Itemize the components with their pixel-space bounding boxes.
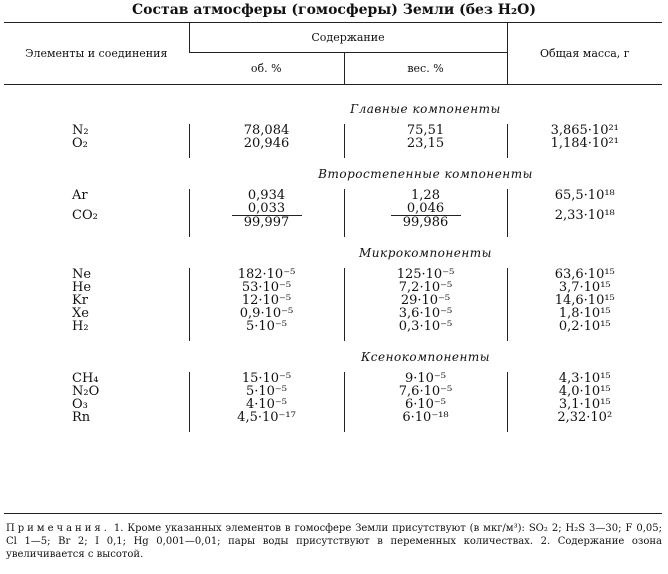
footnote <box>6 522 662 561</box>
footnote-lead: Примечания. <box>6 523 110 534</box>
element-name-value: O₃ <box>72 396 88 412</box>
weight-percent-value: 9·10⁻⁵ <box>404 370 447 386</box>
weight-percent-value: 7,6·10⁻⁵ <box>398 383 453 399</box>
volume-percent <box>189 202 344 229</box>
volume-percent-value: 0,934 <box>247 187 286 203</box>
header-elements: Элементы и соединения <box>4 23 189 84</box>
volume-percent-value: 53·10⁻⁵ <box>241 279 292 295</box>
element-name-value: Rn <box>72 409 91 425</box>
total-mass-value: 14,6·10¹⁵ <box>554 292 615 308</box>
section-spacer <box>4 150 662 158</box>
volume-percent-value: 4,5·10⁻¹⁷ <box>237 409 296 425</box>
weight-percent-value: 125·10⁻⁵ <box>396 266 455 282</box>
volume-percent-value: 4·10⁻⁵ <box>245 396 288 412</box>
element-name-value: Ar <box>72 187 88 203</box>
weight-percent-value: 3,6·10⁻⁵ <box>398 305 453 321</box>
weight-percent-value: 6·10⁻⁵ <box>404 396 447 412</box>
table-row <box>4 189 662 202</box>
element-name <box>4 202 189 229</box>
section-header <box>4 341 662 372</box>
element-name <box>4 189 189 202</box>
table-row <box>4 411 662 424</box>
total-mass-value: 3,7·10¹⁵ <box>558 279 611 295</box>
element-name <box>4 268 189 281</box>
volume-percent-value: 0,033 <box>232 202 302 216</box>
section-header <box>4 158 662 189</box>
weight-percent <box>344 411 507 424</box>
element-name-value: N₂ <box>72 122 89 138</box>
section-title: Второстепенные компоненты <box>318 166 533 181</box>
element-name-value: CH₄ <box>72 370 99 386</box>
section-header <box>4 237 662 268</box>
section-spacer <box>4 424 662 432</box>
section-title: Главные компоненты <box>350 101 501 116</box>
section-title: Ксенокомпоненты <box>360 349 491 364</box>
element-name-value: O₂ <box>72 135 88 151</box>
weight-percent-value: 75,51 <box>406 122 445 138</box>
volume-percent-value: 15·10⁻⁵ <box>241 370 292 386</box>
header-content: Содержание <box>189 23 507 52</box>
table-row <box>4 202 662 229</box>
header-total-mass: Общая масса, г <box>507 23 662 84</box>
weight-percent <box>344 137 507 150</box>
total-mass <box>507 411 662 424</box>
volume-percent-value: 5·10⁻⁵ <box>245 318 288 334</box>
volume-percent-value: 78,084 <box>243 122 290 138</box>
element-name-value: Ne <box>72 266 92 282</box>
volume-percent <box>189 320 344 333</box>
total-mass-value: 2,33·10¹⁸ <box>554 207 615 223</box>
element-name <box>4 398 189 411</box>
element-name-value: H₂ <box>72 318 89 334</box>
total-mass-value: 4,3·10¹⁵ <box>558 370 611 386</box>
footnote-text: 1. Кроме указанных элементов в гомосфере Земли присутствуют (в мкг/м³): SO₂ 2; H₂S 3—30; F 0,05; Cl 1—5; Br 2; I 0,1; Hg 0,001—0,01; пары воды присутствуют в переменных количествах. 2. Содержание озона увеличивается с высотой. <box>6 523 662 560</box>
composition-table-wrap <box>4 22 662 514</box>
element-name <box>4 137 189 150</box>
weight-percent-value: 0,3·10⁻⁵ <box>398 318 453 334</box>
table-row <box>4 320 662 333</box>
composition-table <box>4 23 662 432</box>
element-name <box>4 294 189 307</box>
total-mass <box>507 320 662 333</box>
volume-percent-value: 0,9·10⁻⁵ <box>239 305 294 321</box>
weight-percent-value: 6·10⁻¹⁸ <box>402 409 449 425</box>
weight-percent-value: 23,15 <box>406 135 445 151</box>
total-vol: 99,997 <box>243 214 290 230</box>
total-mass-value: 0,2·10¹⁵ <box>558 318 611 334</box>
volume-percent-value: 12·10⁻⁵ <box>241 292 292 308</box>
total-mass <box>507 137 662 150</box>
section-spacer <box>4 229 662 237</box>
weight-percent-value: 29·10⁻⁵ <box>400 292 451 308</box>
weight-percent <box>344 189 507 202</box>
element-name <box>4 307 189 320</box>
total-mass-value: 4,0·10¹⁵ <box>558 383 611 399</box>
volume-percent <box>189 189 344 202</box>
element-name <box>4 411 189 424</box>
element-name-value: He <box>72 279 92 295</box>
element-name <box>4 281 189 294</box>
total-wt: 99,986 <box>402 214 449 230</box>
volume-percent <box>189 411 344 424</box>
header-weight-percent: вес. % <box>344 52 507 84</box>
weight-percent <box>344 320 507 333</box>
section-title: Микрокомпоненты <box>359 245 492 260</box>
section-header <box>4 84 662 124</box>
total-mass-value: 3,865·10²¹ <box>550 122 619 138</box>
total-mass-value: 2,32·10² <box>557 409 613 425</box>
header-volume-percent: об. % <box>189 52 344 84</box>
element-name <box>4 320 189 333</box>
table-row <box>4 137 662 150</box>
volume-percent <box>189 137 344 150</box>
table-body <box>4 84 662 432</box>
total-mass <box>507 202 662 229</box>
element-name-value: Kr <box>72 292 88 308</box>
weight-percent-value: 1,28 <box>411 187 440 203</box>
total-mass <box>507 189 662 202</box>
element-name-value: CO₂ <box>72 207 98 223</box>
weight-percent <box>344 202 507 229</box>
volume-percent-value: 182·10⁻⁵ <box>237 266 296 282</box>
volume-percent-value: 5·10⁻⁵ <box>245 383 288 399</box>
section-spacer <box>4 333 662 341</box>
element-name-value: Xe <box>72 305 89 321</box>
total-mass-value: 1,184·10²¹ <box>550 135 619 151</box>
total-mass-value: 1,8·10¹⁵ <box>558 305 611 321</box>
volume-percent-value: 20,946 <box>243 135 290 151</box>
total-mass-value: 65,5·10¹⁸ <box>554 187 615 203</box>
element-name <box>4 124 189 137</box>
table-title: Состав атмосферы (гомосферы) Земли (без H₂O) <box>132 2 536 18</box>
weight-percent-value: 0,046 <box>391 202 461 216</box>
weight-percent-value: 7,2·10⁻⁵ <box>398 279 453 295</box>
total-mass-value: 3,1·10¹⁵ <box>558 396 611 412</box>
element-name-value: N₂O <box>72 383 100 399</box>
total-mass-value: 63,6·10¹⁵ <box>554 266 615 282</box>
element-name <box>4 385 189 398</box>
